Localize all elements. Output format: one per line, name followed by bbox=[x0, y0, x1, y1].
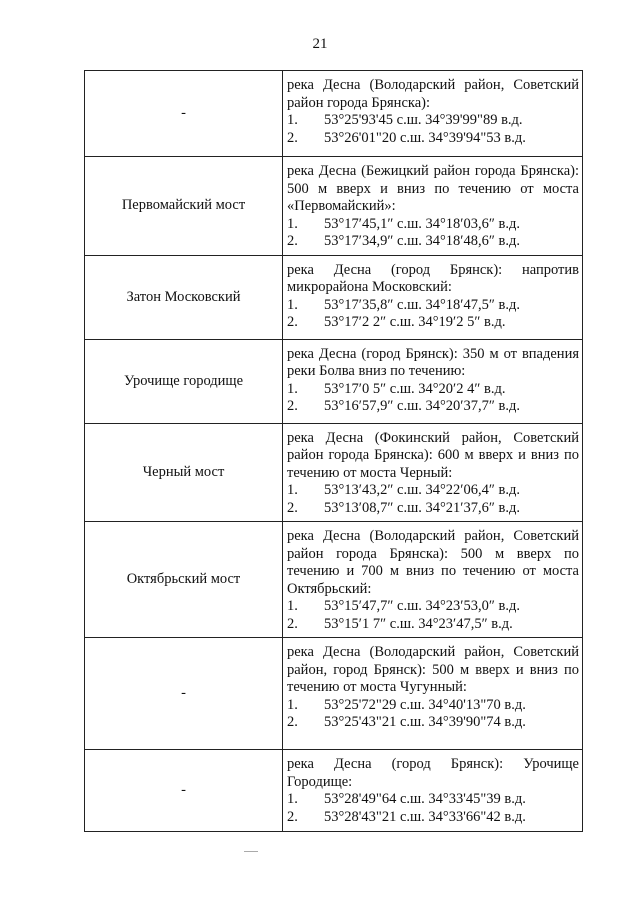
coordinate-line bbox=[287, 381, 579, 399]
location-description-cell bbox=[283, 71, 583, 157]
coordinate-number: 1. bbox=[287, 791, 298, 807]
footer-mark bbox=[244, 851, 258, 852]
coordinate-line bbox=[287, 809, 579, 827]
coordinate-value: 53°17′0 5″ с.ш. 34°20′2 4″ в.д. bbox=[324, 380, 506, 397]
location-description: река Десна (город Брянск): напротив микрорайона Московский: bbox=[287, 261, 579, 295]
page-number: 21 bbox=[312, 36, 328, 52]
location-description-cell bbox=[283, 750, 583, 832]
location-description-cell bbox=[283, 157, 583, 256]
coordinate-number: 1. bbox=[287, 296, 298, 313]
location-description: река Десна (город Брянск): 350 м от впадения реки Болва вниз по течению: bbox=[287, 345, 579, 379]
coordinate-line bbox=[287, 297, 579, 315]
coordinate-number: 2. bbox=[287, 233, 298, 249]
location-description: река Десна (Бежицкий район города Брянска): 500 м вверх и вниз по течению от моста «Первомайский»: bbox=[287, 163, 579, 214]
location-name: Урочище городище bbox=[85, 339, 283, 423]
coordinate-number: 1. bbox=[287, 696, 298, 713]
location-name: - bbox=[85, 638, 283, 750]
coordinate-number: 2. bbox=[287, 398, 298, 414]
location-description: река Десна (Володарский район, Советский район города Брянска): bbox=[287, 77, 579, 111]
location-name: - bbox=[85, 71, 283, 157]
coordinate-value: 53°17′2 2″ с.ш. 34°19′2 5″ в.д. bbox=[324, 314, 506, 330]
coordinate-number: 1. bbox=[287, 482, 298, 498]
coordinate-number: 2. bbox=[287, 615, 298, 632]
location-description: река Десна (город Брянск): Урочище Городище: bbox=[287, 756, 579, 790]
coordinate-value: 53°28'49"64 с.ш. 34°33'45"39 в.д. bbox=[324, 791, 526, 807]
coordinate-number: 1. bbox=[287, 112, 298, 128]
coordinate-line bbox=[287, 314, 579, 332]
table-row bbox=[85, 423, 583, 522]
coordinate-value: 53°16′57,9″ с.ш. 34°20′37,7″ в.д. bbox=[324, 398, 520, 414]
coordinate-value: 53°17′35,8″ с.ш. 34°18′47,5″ в.д. bbox=[324, 296, 520, 313]
location-description-cell bbox=[283, 255, 583, 339]
coordinate-line bbox=[287, 598, 579, 616]
location-name: Затон Московский bbox=[85, 255, 283, 339]
coordinate-value: 53°25'93'45 с.ш. 34°39'99"89 в.д. bbox=[324, 112, 523, 128]
coordinate-line bbox=[287, 112, 579, 130]
coordinate-value: 53°25'72"29 с.ш. 34°40'13"70 в.д. bbox=[324, 696, 526, 713]
table-row bbox=[85, 339, 583, 423]
coordinate-value: 53°13′08,7″ с.ш. 34°21′37,6″ в.д. bbox=[324, 499, 520, 516]
coordinate-line bbox=[287, 500, 579, 518]
coordinate-line bbox=[287, 791, 579, 809]
coordinate-value: 53°17′45,1″ с.ш. 34°18′03,6″ в.д. bbox=[324, 215, 520, 232]
coordinate-value: 53°15′1 7″ с.ш. 34°23′47,5″ в.д. bbox=[324, 615, 513, 632]
coordinate-line bbox=[287, 398, 579, 416]
coordinate-value: 53°15′47,7″ с.ш. 34°23′53,0″ в.д. bbox=[324, 598, 520, 614]
table-row bbox=[85, 522, 583, 638]
water-objects-table bbox=[84, 70, 583, 832]
coordinate-line bbox=[287, 216, 579, 234]
coordinate-line bbox=[287, 697, 579, 715]
coordinate-line bbox=[287, 130, 579, 148]
location-description: река Десна (Володарский район, Советский район города Брянска): 500 м вверх по течению и 700 м вниз по течению от моста Октябрьский: bbox=[287, 528, 579, 597]
location-description: река Десна (Фокинский район, Советский район города Брянска): 600 м вверх и вниз по течению от моста Черный: bbox=[287, 429, 579, 481]
coordinate-value: 53°28'43"21 с.ш. 34°33'66"42 в.д. bbox=[324, 808, 526, 825]
coordinate-line bbox=[287, 233, 579, 251]
coordinate-number: 1. bbox=[287, 598, 298, 614]
coordinate-value: 53°26'01"20 с.ш. 34°39'94"53 в.д. bbox=[324, 129, 526, 146]
location-name: Октябрьский мост bbox=[85, 522, 283, 638]
location-description-cell bbox=[283, 638, 583, 750]
coordinate-number: 1. bbox=[287, 380, 298, 397]
coordinate-number: 1. bbox=[287, 215, 298, 232]
coordinate-value: 53°13′43,2″ с.ш. 34°22′06,4″ в.д. bbox=[324, 482, 520, 498]
coordinate-number: 2. bbox=[287, 714, 298, 730]
coordinate-value: 53°17′34,9″ с.ш. 34°18′48,6″ в.д. bbox=[324, 233, 520, 249]
table-row bbox=[85, 638, 583, 750]
location-name: Первомайский мост bbox=[85, 157, 283, 256]
table-row bbox=[85, 750, 583, 832]
location-name: - bbox=[85, 750, 283, 832]
coordinate-number: 2. bbox=[287, 314, 298, 330]
coordinate-number: 2. bbox=[287, 129, 298, 146]
coordinate-line bbox=[287, 714, 579, 732]
location-description-cell bbox=[283, 423, 583, 522]
coordinate-line bbox=[287, 616, 579, 634]
location-description: река Десна (Володарский район, Советский район, город Брянск): 500 м вверх и вниз по течению от моста Чугунный: bbox=[287, 644, 579, 695]
location-description-cell bbox=[283, 339, 583, 423]
location-name: Черный мост bbox=[85, 423, 283, 522]
table-row bbox=[85, 255, 583, 339]
coordinate-number: 2. bbox=[287, 808, 298, 825]
table-row bbox=[85, 157, 583, 256]
coordinate-value: 53°25'43"21 с.ш. 34°39'90"74 в.д. bbox=[324, 714, 526, 730]
coordinate-line bbox=[287, 482, 579, 500]
location-description-cell bbox=[283, 522, 583, 638]
table-row bbox=[85, 71, 583, 157]
coordinate-number: 2. bbox=[287, 499, 298, 516]
